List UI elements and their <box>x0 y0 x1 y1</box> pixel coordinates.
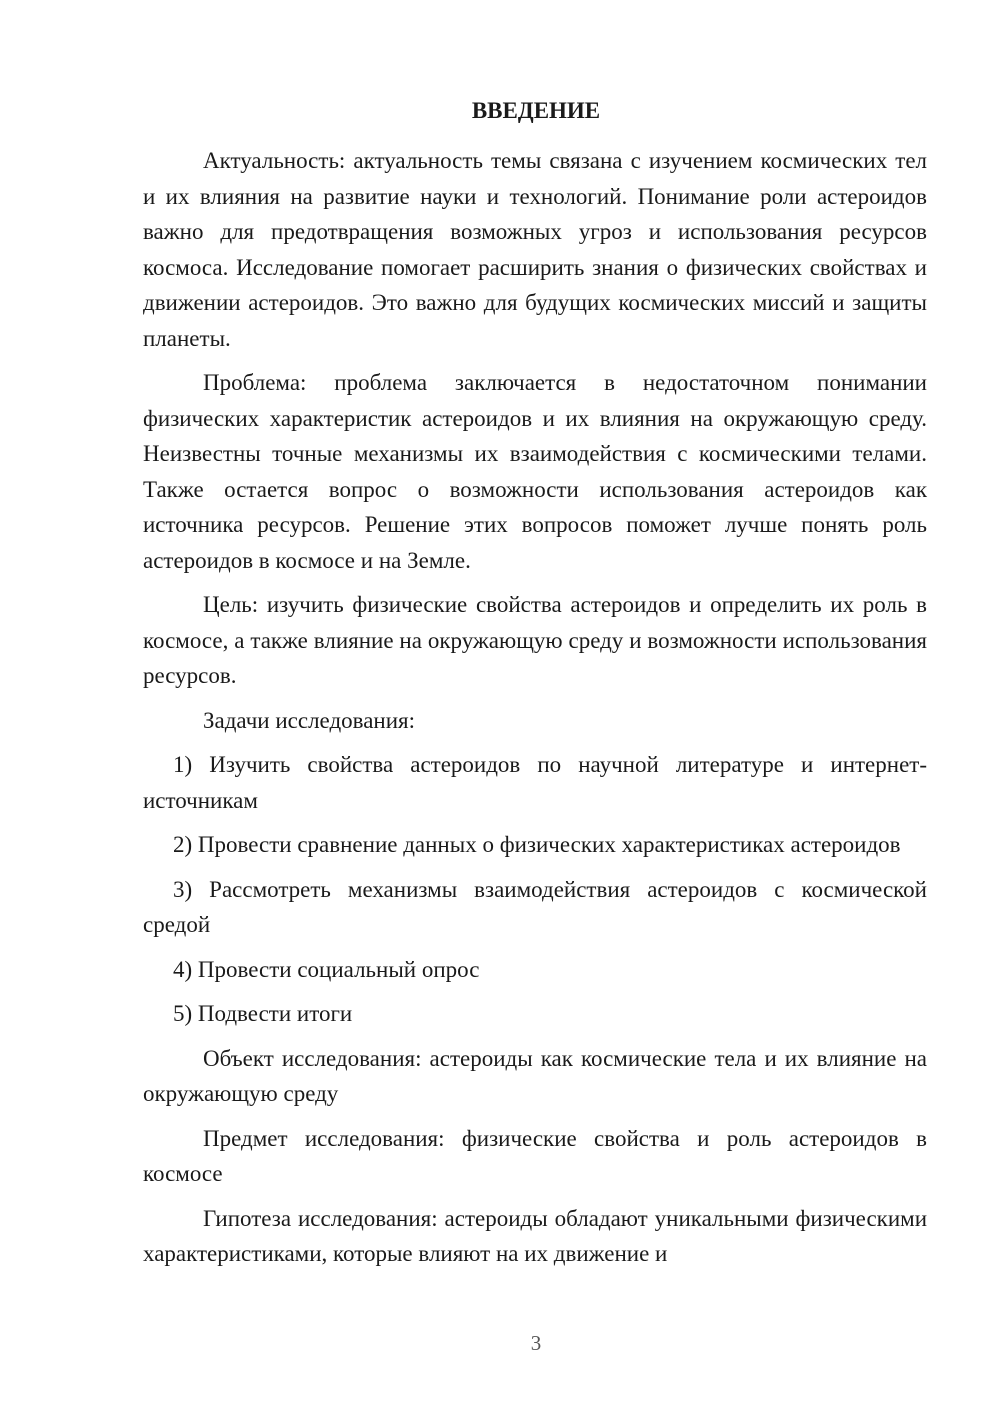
section-title: ВВЕДЕНИЕ <box>471 98 601 123</box>
task-item-3: 3) Рассмотреть механизмы взаимодействия астероидов с космической средой <box>143 876 927 937</box>
subject-paragraph: Предмет исследования: физические свойства и роль астероидов в космосе <box>143 1125 927 1186</box>
object-paragraph: Объект исследования: астероиды как космические тела и их влияние на окружающую среду <box>143 1045 927 1106</box>
task-item-2: 2) Провести сравнение данных о физических характеристиках астероидов <box>173 832 901 857</box>
task-item-5: 5) Подвести итоги <box>173 1001 353 1026</box>
hypothesis-paragraph: Гипотеза исследования: астероиды обладают уникальными физическими характеристиками, которые влияют на их движение и <box>143 1205 927 1266</box>
tasks-heading: Задачи исследования: <box>203 707 416 733</box>
page-number: 3 <box>530 1331 542 1355</box>
relevance-paragraph: Актуальность: актуальность темы связана с изучением космических тел и их влияния на развитие науки и технологий. Понимание роли астероидов важно для предотвращения возможных угроз и использования ресурсов космоса. Исследование помогает расширить знания о физических свойствах и движении астероидов. Это важно для будущих космических миссий и защиты планеты. <box>143 148 927 351</box>
task-item-4: 4) Провести социальный опрос <box>173 956 480 982</box>
task-item-1: 1) Изучить свойства астероидов по научной литературе и интернет-источникам <box>143 752 927 813</box>
document-body <box>143 143 927 1272</box>
problem-paragraph: Проблема: проблема заключается в недостаточном понимании физических характеристик астероидов и их влияния на окружающую среду. Неизвестны точные механизмы их взаимодействия с космическими телами. Также остается вопрос о возможности использования астероидов как источника ресурсов. Решение этих вопросов поможет лучше понять роль астероидов в космосе и на Земле. <box>143 370 927 573</box>
goal-paragraph: Цель: изучить физические свойства астероидов и определить их роль в космосе, а также влияние на окружающую среду и возможности использования ресурсов. <box>143 592 927 688</box>
